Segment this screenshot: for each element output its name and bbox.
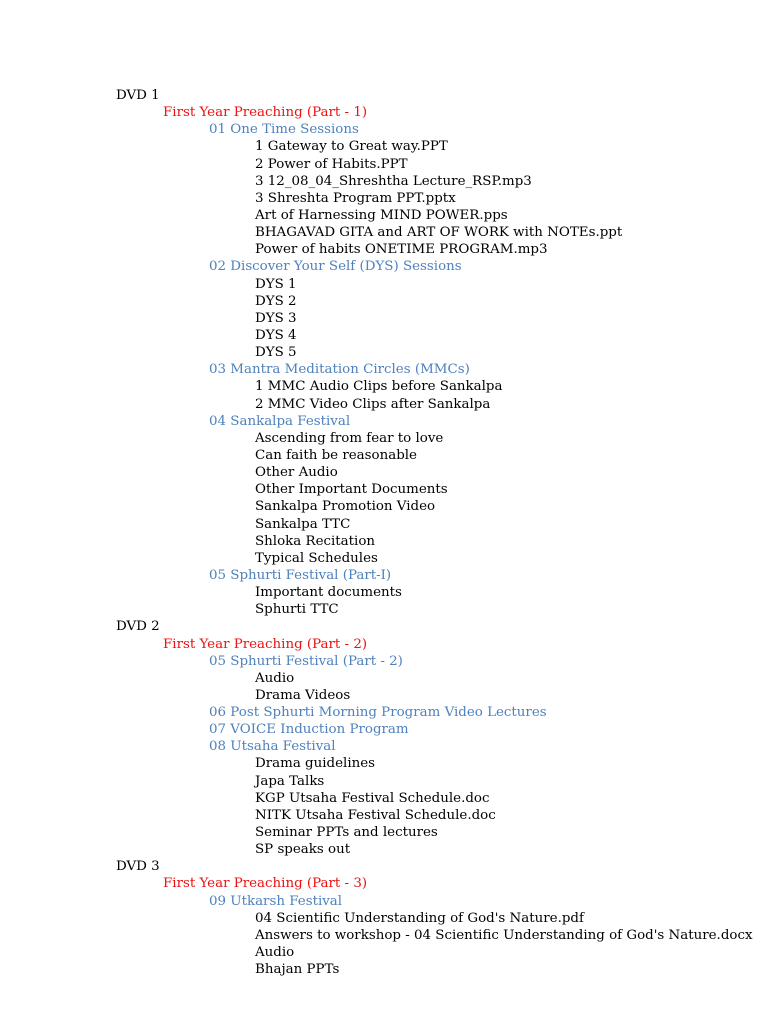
section-heading: 02 Discover Your Self (DYS) Sessions <box>209 259 462 275</box>
file-item: Drama guidelines <box>255 756 376 772</box>
file-item: Bhajan PPTs <box>255 962 340 978</box>
dvd-heading: DVD 2 <box>116 619 160 635</box>
part-heading: First Year Preaching (Part - 1) <box>163 105 368 121</box>
dvd-heading: DVD 1 <box>116 88 160 103</box>
file-item: DYS 5 <box>255 345 297 361</box>
document-body <box>0 87 768 978</box>
file-item: Other Important Documents <box>255 482 448 498</box>
section-heading: 09 Utkarsh Festival <box>209 893 343 909</box>
file-item: Important documents <box>255 585 402 601</box>
file-item: Audio <box>255 945 295 961</box>
file-item: 04 Scientific Understanding of God's Nature.pdf <box>255 910 584 926</box>
file-item: Other Audio <box>255 465 338 481</box>
section-heading: 05 Sphurti Festival (Part - 2) <box>209 653 403 669</box>
file-item: DYS 1 <box>255 276 297 292</box>
section-heading: 04 Sankalpa Festival <box>209 413 351 429</box>
section-heading: 08 Utsaha Festival <box>209 739 336 755</box>
file-item: Shloka Recitation <box>255 533 375 549</box>
file-item: 3 Shreshta Program PPT.pptx <box>255 190 456 206</box>
file-item: Answers to workshop - 04 Scientific Understanding of God's Nature.docx <box>255 927 753 943</box>
file-item: DYS 3 <box>255 310 297 326</box>
file-item: Sankalpa Promotion Video <box>255 499 436 515</box>
section-heading: 05 Sphurti Festival (Part-I) <box>209 567 392 583</box>
file-item: BHAGAVAD GITA and ART OF WORK with NOTEs.ppt <box>255 225 623 241</box>
file-item: Sphurti TTC <box>255 602 339 618</box>
part-heading: First Year Preaching (Part - 2) <box>163 636 368 652</box>
file-item: Typical Schedules <box>255 550 378 566</box>
file-item: Sankalpa TTC <box>255 516 351 532</box>
section-heading: 06 Post Sphurti Morning Program Video Lectures <box>209 705 547 721</box>
file-item: Seminar PPTs and lectures <box>255 825 438 841</box>
file-item: SP speaks out <box>255 842 351 858</box>
file-item: Ascending from fear to love <box>255 430 444 446</box>
file-item: KGP Utsaha Festival Schedule.doc <box>255 790 490 806</box>
file-item: 3 12_08_04_Shreshtha Lecture_RSP.mp3 <box>255 173 532 189</box>
file-item: 1 MMC Audio Clips before Sankalpa <box>255 379 503 395</box>
section-heading: 01 One Time Sessions <box>209 122 359 138</box>
part-heading: First Year Preaching (Part - 3) <box>163 876 368 892</box>
dvd-heading: DVD 3 <box>116 859 160 875</box>
file-item: Japa Talks <box>255 773 325 789</box>
file-item: 2 MMC Video Clips after Sankalpa <box>255 396 491 412</box>
file-item: DYS 4 <box>255 327 297 343</box>
file-item: Drama Videos <box>255 687 351 703</box>
section-heading: 03 Mantra Meditation Circles (MMCs) <box>209 362 470 378</box>
section-heading: 07 VOICE Induction Program <box>209 722 409 738</box>
file-item: Can faith be reasonable <box>255 447 417 463</box>
file-item: Audio <box>255 670 295 686</box>
file-item: Power of habits ONETIME PROGRAM.mp3 <box>255 242 548 258</box>
file-item: 2 Power of Habits.PPT <box>255 156 408 172</box>
file-item: 1 Gateway to Great way.PPT <box>255 139 448 155</box>
file-item: Art of Harnessing MIND POWER.pps <box>255 207 508 223</box>
file-item: NITK Utsaha Festival Schedule.doc <box>255 807 496 823</box>
file-item: DYS 2 <box>255 293 297 309</box>
